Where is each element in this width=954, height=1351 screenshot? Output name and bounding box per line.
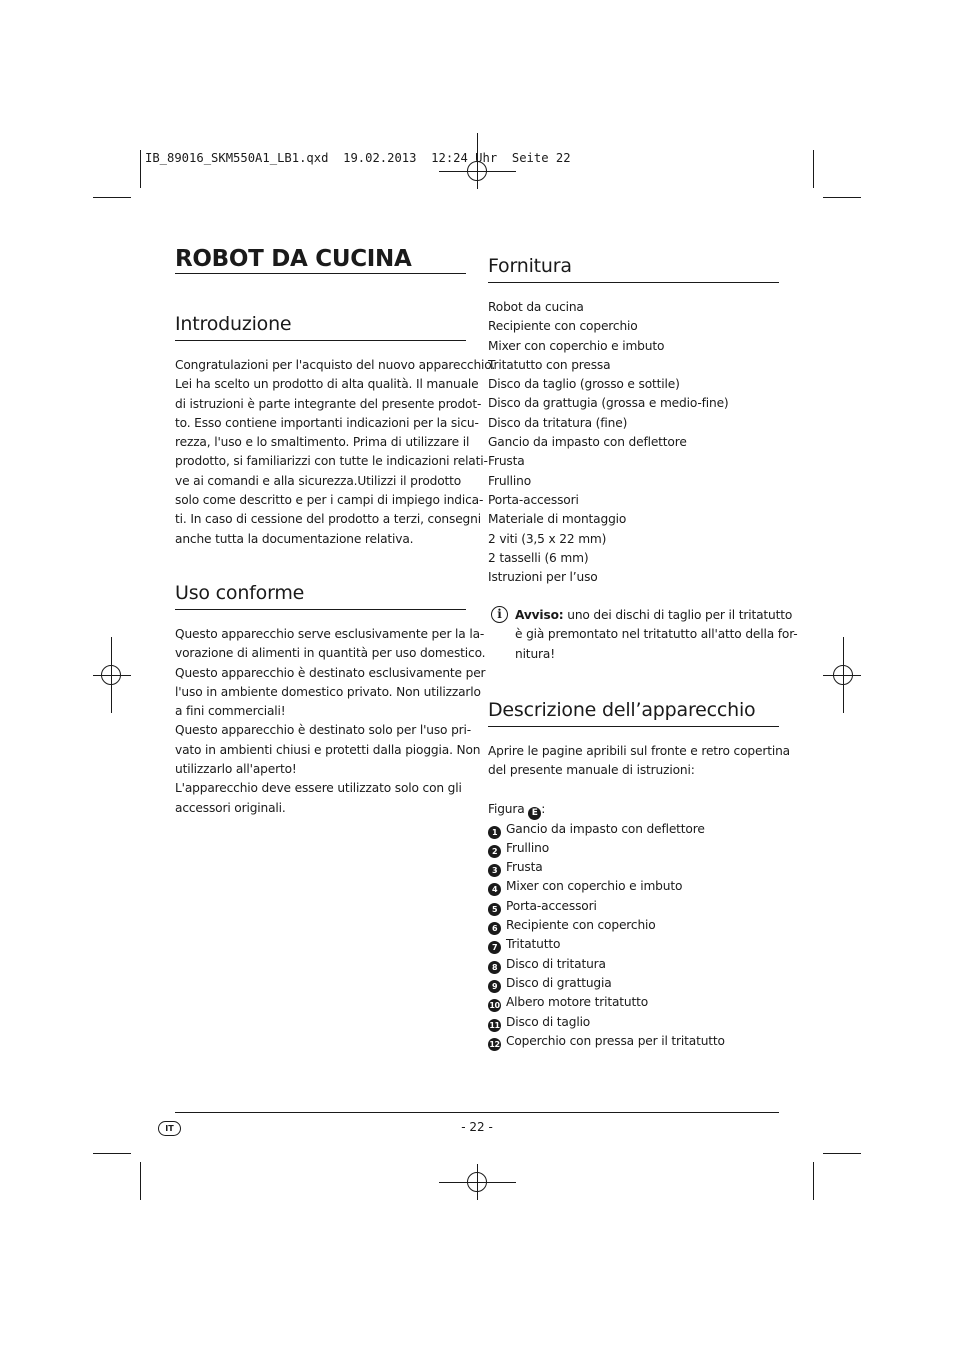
page-title: ROBOT DA CUCINA bbox=[175, 246, 412, 272]
number-badge: 7 bbox=[488, 941, 501, 954]
part-label: Frusta bbox=[506, 860, 543, 875]
list-item: 2 viti (3,5 x 22 mm) bbox=[488, 531, 607, 546]
part-label: Albero motore tritatutto bbox=[506, 995, 649, 1010]
heading-rule bbox=[175, 340, 466, 341]
list-item: Tritatutto con pressa bbox=[488, 357, 611, 372]
number-badge: 6 bbox=[488, 922, 501, 935]
number-badge: 4 bbox=[488, 883, 501, 896]
part-label: Disco di taglio bbox=[506, 1014, 591, 1029]
heading-rule bbox=[488, 726, 779, 727]
text-line: solo come descritto e per i campi di impiego indica- bbox=[175, 493, 484, 508]
list-item bbox=[488, 877, 779, 896]
registration-mark-top bbox=[439, 133, 516, 210]
title-rule bbox=[175, 273, 466, 274]
part-label: Mixer con coperchio e imbuto bbox=[506, 879, 683, 894]
section-introduzione bbox=[175, 312, 496, 549]
text-line: di istruzioni è parte integrante del presente prodot- bbox=[175, 396, 482, 411]
descrizione-text bbox=[488, 742, 790, 781]
heading-rule bbox=[488, 282, 779, 283]
list-item: Porta-accessori bbox=[488, 492, 579, 507]
list-item: Gancio da impasto con deflettore bbox=[488, 435, 687, 450]
heading-descrizione: Descrizione dell’apparecchio bbox=[488, 699, 756, 721]
list-item bbox=[488, 858, 779, 877]
list-item bbox=[488, 897, 779, 916]
registration-mark-left bbox=[93, 637, 131, 713]
number-badge: 10 bbox=[489, 1001, 500, 1011]
language-badge: IT bbox=[158, 1121, 181, 1136]
print-slug: IB_89016_SKM550A1_LB1.qxd 19.02.2013 12:24 Uhr Seite 22 bbox=[145, 151, 571, 165]
uso-text bbox=[175, 625, 486, 818]
notice-line: è già premontato nel tritatutto all'atto della for- bbox=[515, 627, 798, 642]
part-label: Porta-accessori bbox=[506, 898, 597, 913]
text-line: rezza, l'uso e lo smaltimento. Prima di utilizzare il bbox=[175, 435, 470, 450]
registration-mark-right bbox=[823, 637, 861, 713]
part-label: Disco di tritatura bbox=[506, 956, 606, 971]
list-item bbox=[488, 1013, 779, 1032]
number-badge: 1 bbox=[488, 826, 501, 839]
list-item bbox=[488, 955, 779, 974]
heading-uso-conforme: Uso conforme bbox=[175, 582, 305, 604]
text-line: accessori originali. bbox=[175, 800, 286, 815]
number-badge: 3 bbox=[488, 864, 501, 877]
list-item: Frullino bbox=[488, 473, 531, 488]
number-badge: 11 bbox=[489, 1020, 500, 1030]
part-label: Gancio da impasto con deflettore bbox=[506, 821, 705, 836]
figure-reference bbox=[488, 800, 779, 820]
registration-mark-bottom bbox=[439, 1144, 516, 1200]
part-label: Frullino bbox=[506, 840, 549, 855]
title-block bbox=[175, 245, 466, 274]
notice-text bbox=[515, 606, 798, 664]
text-line: utilizzarlo all'aperto! bbox=[175, 762, 297, 777]
list-item: Frusta bbox=[488, 454, 525, 469]
text-line: Lei ha scelto un prodotto di alta qualità. Il manuale bbox=[175, 377, 479, 392]
info-icon: i bbox=[491, 606, 508, 623]
section-descrizione bbox=[488, 698, 790, 1051]
list-item: Disco da tritatura (fine) bbox=[488, 415, 628, 430]
intro-text bbox=[175, 356, 496, 549]
list-item: Recipiente con coperchio bbox=[488, 319, 638, 334]
list-item: Materiale di montaggio bbox=[488, 512, 627, 527]
part-label: Coperchio con pressa per il tritatutto bbox=[506, 1033, 725, 1048]
part-label: Tritatutto bbox=[506, 937, 561, 952]
notice-label: Avviso: bbox=[515, 608, 564, 622]
part-label: Recipiente con coperchio bbox=[506, 918, 656, 933]
list-item bbox=[488, 839, 779, 858]
notice-line: uno dei dischi di taglio per il tritatutto bbox=[563, 608, 793, 622]
text-line: to. Esso contiene importanti indicazioni per la sicu- bbox=[175, 415, 479, 430]
footer-rule bbox=[175, 1112, 779, 1113]
number-badge: 8 bbox=[488, 961, 501, 974]
text-line: del presente manuale di istruzioni: bbox=[488, 763, 695, 778]
parts-list bbox=[488, 800, 779, 1052]
number-badge: 12 bbox=[489, 1039, 500, 1049]
list-item bbox=[488, 1032, 779, 1051]
number-badge: 2 bbox=[488, 845, 501, 858]
text-line: l'uso in ambiente domestico privato. Non utilizzarlo bbox=[175, 684, 481, 699]
list-item bbox=[488, 935, 779, 954]
text-line: ve ai comandi e alla sicurezza.Utilizzi il prodotto bbox=[175, 473, 462, 488]
section-uso-conforme bbox=[175, 581, 486, 818]
text-line: vorazione di alimenti in quantità per uso domestico. bbox=[175, 646, 486, 661]
list-item: Disco da taglio (grosso e sottile) bbox=[488, 377, 680, 392]
list-item: Robot da cucina bbox=[488, 300, 584, 314]
list-item: Mixer con coperchio e imbuto bbox=[488, 338, 665, 353]
number-badge: 9 bbox=[488, 980, 501, 993]
text-line: Congratulazioni per l'acquisto del nuovo apparecchio. bbox=[175, 358, 496, 372]
list-item bbox=[488, 820, 779, 839]
list-item bbox=[488, 993, 779, 1012]
text-line: Questo apparecchio serve esclusivamente per la la- bbox=[175, 627, 485, 641]
list-item: Disco da grattugia (grossa e medio-fine) bbox=[488, 396, 729, 411]
number-badge: 5 bbox=[488, 903, 501, 916]
text-line: vato in ambienti chiusi e protetti dalla pioggia. Non bbox=[175, 742, 481, 757]
heading-introduzione: Introduzione bbox=[175, 313, 292, 335]
notice-box bbox=[488, 606, 798, 666]
list-item bbox=[488, 974, 779, 993]
list-item: Istruzioni per l’uso bbox=[488, 570, 598, 585]
page-number: - 22 - bbox=[461, 1120, 493, 1134]
text-line: Aprire le pagine apribili sul fronte e retro copertina bbox=[488, 744, 790, 758]
figure-label: Figura bbox=[488, 801, 525, 816]
list-item: 2 tasselli (6 mm) bbox=[488, 550, 589, 565]
text-line: ti. In caso di cessione del prodotto a terzi, consegni bbox=[175, 512, 481, 527]
text-line: anche tutta la documentazione relativa. bbox=[175, 531, 414, 546]
text-line: Questo apparecchio è destinato solo per l'uso pri- bbox=[175, 723, 472, 738]
heading-rule bbox=[175, 609, 466, 610]
text-line: a fini commerciali! bbox=[175, 704, 286, 719]
figure-letter-badge: E bbox=[528, 807, 541, 820]
heading-fornitura: Fornitura bbox=[488, 255, 572, 277]
notice-line: nitura! bbox=[515, 646, 555, 661]
text-line: L'apparecchio deve essere utilizzato solo con gli bbox=[175, 781, 462, 796]
figure-suffix: : bbox=[541, 801, 546, 816]
text-line: Questo apparecchio è destinato esclusivamente per bbox=[175, 665, 486, 680]
text-line: prodotto, si familiarizzi con tutte le indicazioni relati- bbox=[175, 454, 488, 469]
fornitura-list bbox=[488, 298, 779, 587]
part-label: Disco di grattugia bbox=[506, 975, 612, 990]
section-fornitura bbox=[488, 254, 779, 587]
list-item bbox=[488, 916, 779, 935]
